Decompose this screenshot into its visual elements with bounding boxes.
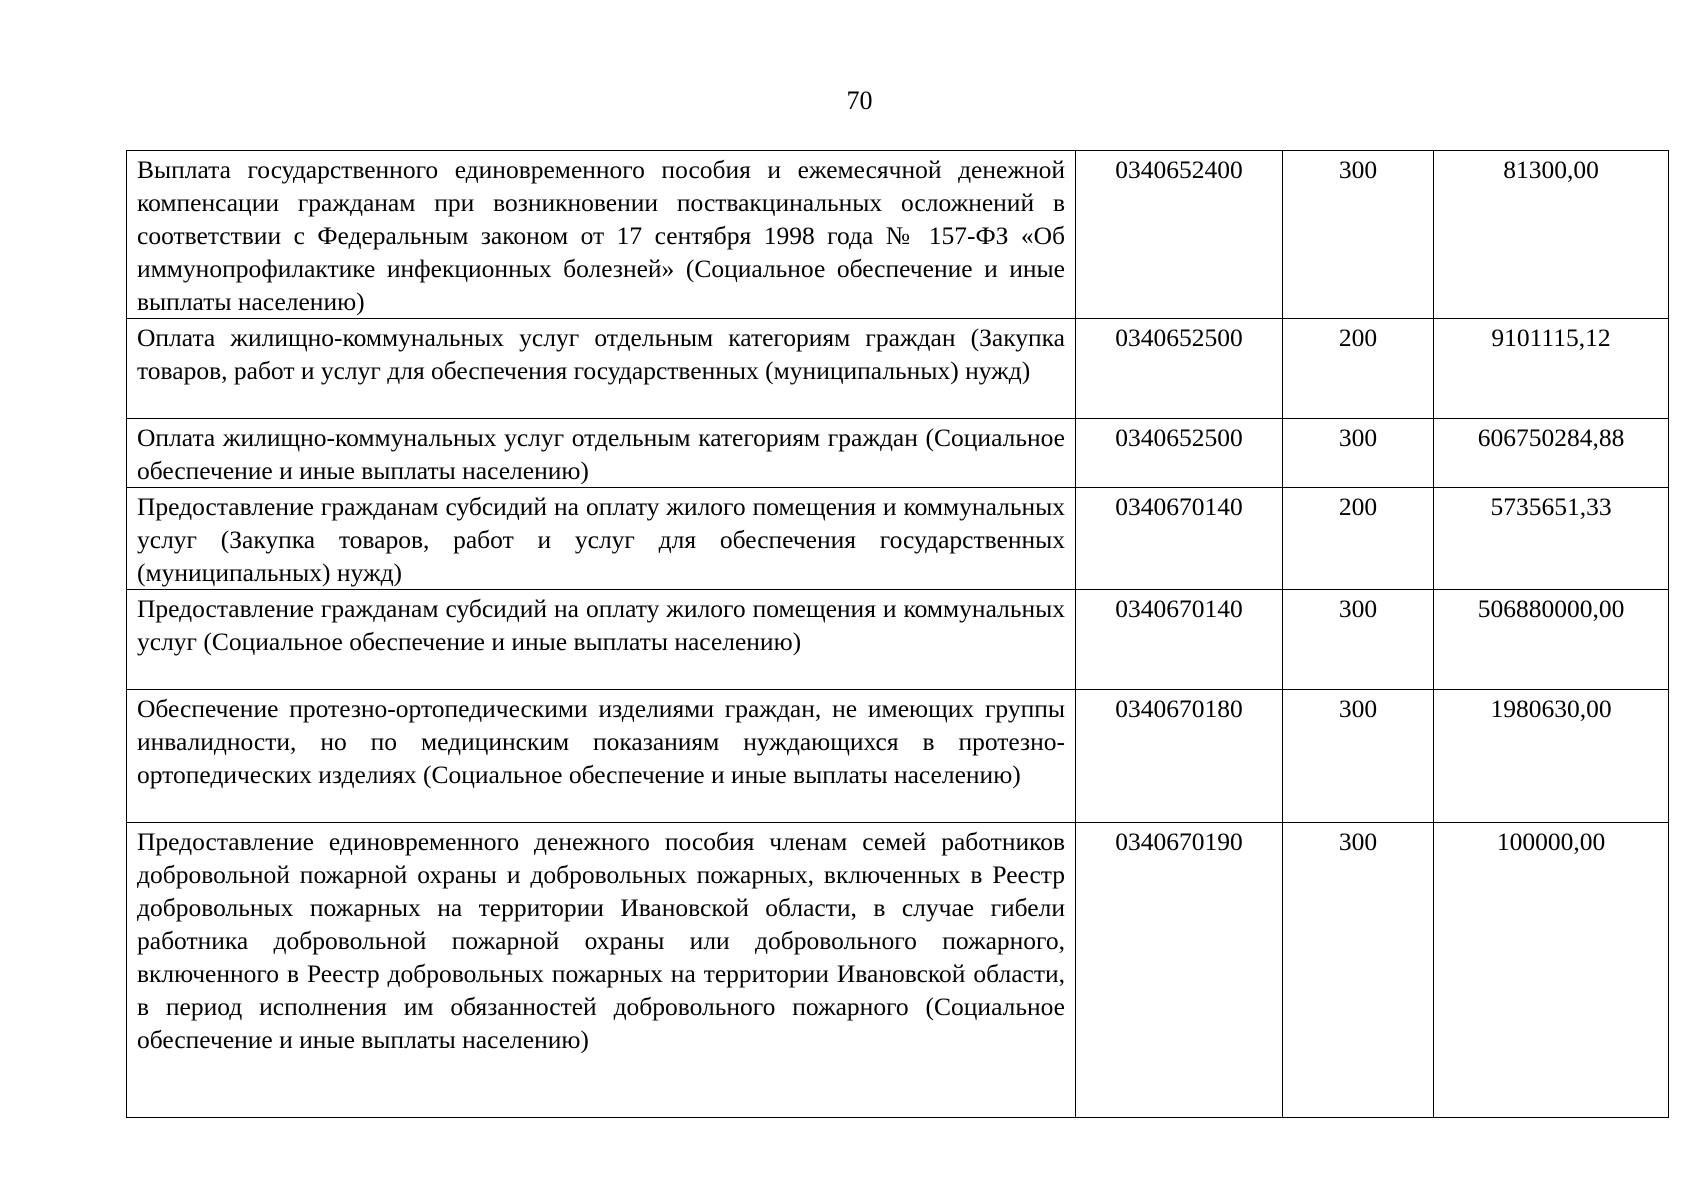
table-row bbox=[127, 151, 1669, 319]
table-row bbox=[127, 823, 1669, 1118]
row-description: Оплата жилищно-коммунальных услуг отдельным категориям граждан (Социальное обеспечение и иные выплаты населению) bbox=[127, 419, 1076, 488]
page-number: 70 bbox=[846, 86, 873, 115]
row-target-code: 0340670180 bbox=[1076, 690, 1283, 823]
row-description: Оплата жилищно-коммунальных услуг отдельным категориям граждан (Закупка товаров, работ и услуг для обеспечения государственных (муниципальных) нужд) bbox=[127, 319, 1076, 419]
row-expense-type: 200 bbox=[1283, 488, 1434, 590]
table-row bbox=[127, 590, 1669, 690]
table-row bbox=[127, 419, 1669, 488]
row-expense-type: 300 bbox=[1283, 590, 1434, 690]
row-amount: 81300,00 bbox=[1434, 151, 1669, 319]
row-expense-type: 300 bbox=[1283, 823, 1434, 1118]
row-expense-type: 300 bbox=[1283, 419, 1434, 488]
row-expense-type: 300 bbox=[1283, 690, 1434, 823]
row-amount: 9101115,12 bbox=[1434, 319, 1669, 419]
row-amount: 506880000,00 bbox=[1434, 590, 1669, 690]
row-description: Предоставление гражданам субсидий на оплату жилого помещения и коммунальных услуг (Социальное обеспечение и иные выплаты населению) bbox=[127, 590, 1076, 690]
row-description: Выплата государственного единовременного пособия и ежемесячной денежной компенсации гражданам при возникновении поствакцинальных осложнений в соответствии с Федеральным законом от 17 сентября 1998 года № 157-ФЗ «Об иммунопрофилактике инфекционных болезней» (Социальное обеспечение и иные выплаты населению) bbox=[127, 151, 1076, 319]
row-description: Предоставление гражданам субсидий на оплату жилого помещения и коммунальных услуг (Закупка товаров, работ и услуг для обеспечения государственных (муниципальных) нужд) bbox=[127, 488, 1076, 590]
row-amount: 5735651,33 bbox=[1434, 488, 1669, 590]
table-row bbox=[127, 488, 1669, 590]
row-target-code: 0340670140 bbox=[1076, 488, 1283, 590]
row-expense-type: 300 bbox=[1283, 151, 1434, 319]
row-expense-type: 200 bbox=[1283, 319, 1434, 419]
row-amount: 100000,00 bbox=[1434, 823, 1669, 1118]
table-row bbox=[127, 690, 1669, 823]
table-row bbox=[127, 319, 1669, 419]
row-description: Обеспечение протезно-ортопедическими изделиями граждан, не имеющих группы инвалидности, но по медицинским показаниям нуждающихся в протезно-ортопедических изделиях (Социальное обеспечение и иные выплаты населению) bbox=[127, 690, 1076, 823]
row-target-code: 0340652400 bbox=[1076, 151, 1283, 319]
row-description: Предоставление единовременного денежного пособия членам семей работников добровольной пожарной охраны и добровольных пожарных, включенных в Реестр добровольных пожарных на территории Ивановской области, в случае гибели работника добровольной пожарной охраны или добровольного пожарного, включенного в Реестр добровольных пожарных на территории Ивановской области, в период исполнения им обязанностей добровольного пожарного (Социальное обеспечение и иные выплаты населению) bbox=[127, 823, 1076, 1118]
row-target-code: 0340652500 bbox=[1076, 319, 1283, 419]
row-amount: 606750284,88 bbox=[1434, 419, 1669, 488]
row-target-code: 0340670140 bbox=[1076, 590, 1283, 690]
row-amount: 1980630,00 bbox=[1434, 690, 1669, 823]
row-target-code: 0340652500 bbox=[1076, 419, 1283, 488]
row-target-code: 0340670190 bbox=[1076, 823, 1283, 1118]
budget-table bbox=[126, 150, 1669, 1118]
